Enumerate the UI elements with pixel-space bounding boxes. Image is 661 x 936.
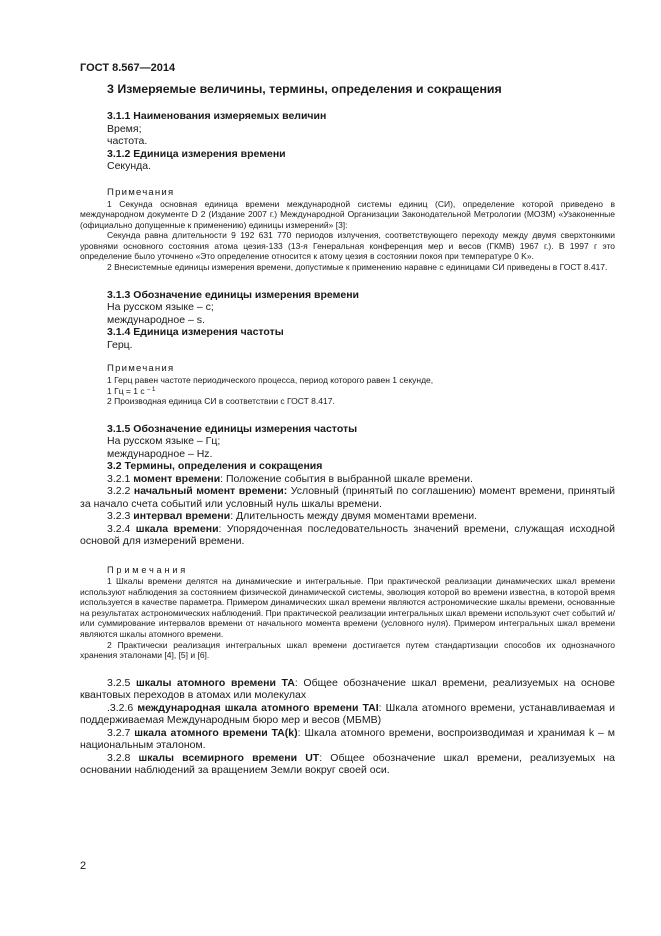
term-name: начальный момент времени: — [133, 485, 288, 498]
term-def: : Положение события в выбранной шкале времени. — [220, 472, 473, 485]
term-definition — [80, 523, 615, 548]
term-def: : Общее обозначение шкал времени, реализуемых на основе квантовых переходов в атомах или молекулах — [80, 676, 615, 702]
note-paragraph: 2 Внесистемные единицы измерения времени, допустимые к применению наравне с единицами СИ приведены в ГОСТ 8.417. — [107, 262, 608, 273]
list-item: Секунда. — [107, 160, 152, 172]
term-number: 3.2.3 — [107, 510, 131, 523]
subsection-heading: 3.1.2 Единица измерения времени — [107, 147, 286, 160]
subsection-heading: 3.1.3 Обозначение единицы измерения времени — [107, 288, 360, 301]
section-title: 3 Измеряемые величины, термины, определения и сокращения — [107, 82, 502, 96]
formula-exponent: – 1 — [146, 386, 156, 393]
term-def: : Длительность между двумя моментами времени. — [230, 510, 478, 523]
document-header: ГОСТ 8.567—2014 — [80, 62, 176, 74]
term-definition — [80, 702, 615, 727]
term-definition — [80, 752, 615, 777]
term-number: 3.2.4 — [107, 522, 131, 535]
list-item: Время; — [107, 122, 142, 135]
term-name: шкалы всемирного времени UT — [138, 751, 320, 764]
list-item: международное – s. — [107, 313, 205, 326]
page-content — [80, 110, 616, 777]
note-paragraph — [107, 386, 615, 397]
list-item: На русском языке – с; — [107, 301, 214, 314]
list-item: На русском языке – Гц; — [107, 435, 221, 448]
note-paragraph: 1 Герц равен частоте периодического процесса, период которого равен 1 секунде, — [107, 375, 434, 386]
term-definition — [80, 473, 615, 486]
term-definition — [80, 485, 615, 510]
term-def: Условный (принятый по соглашению) момент времени, принятый за начало счета событий или условный нуль шкалы времени. — [80, 485, 615, 510]
notes-heading: Примечания — [107, 564, 189, 575]
term-def: : Шкала атомного времени, воспроизводимая и хранимая k – м национальным эталоном. — [80, 726, 615, 752]
notes-block — [107, 363, 615, 407]
term-definition — [80, 510, 615, 523]
list-item: Герц. — [107, 338, 133, 351]
notes-block — [80, 564, 615, 661]
term-number: 3.2.8 — [107, 751, 131, 764]
note-paragraph: 2 Производная единица СИ в соответствии с ГОСТ 8.417. — [107, 396, 335, 407]
term-def: : Упорядоченная последовательность значений времени, служащая исходной основой для измерений времени. — [80, 522, 616, 548]
notes-heading: Примечания — [107, 363, 175, 375]
note-paragraph: 1 Секунда основная единица времени международной системы единиц (СИ), определение которой приведено в международном документе D 2 (Издание 2007 г.) Международной Организации Законодательной Метрологии (МОЗМ) «Узаконенные (официально допущенные к применению) единицы измерений» [3]: — [80, 198, 615, 230]
subsection-heading: 3.1.1 Наименования измеряемых величин — [107, 110, 327, 122]
term-definition — [80, 677, 615, 702]
page-number: 2 — [80, 860, 87, 872]
note-paragraph: Секунда равна длительности 9 192 631 770 периодов излучения, соответствующего переходу между двумя сверхтонкими уровнями основного состояния атома цезия-133 (13-я Генеральная конференция мер и весов (ГКМВ) 1967 г.). В 1997 г это определение было уточнено «Это определение относится к атому цезия в состоянии покоя при температуре 0 K». — [80, 230, 615, 262]
term-name: интервал времени — [133, 510, 231, 523]
notes-block — [80, 187, 615, 273]
section-heading: 3.2 Термины, определения и сокращения — [107, 460, 323, 473]
term-def: : Общее обозначение шкал времени, реализуемых на основании наблюдений за вращением Земли вокруг своей оси. — [80, 751, 615, 777]
term-name: шкала атомного времени TA(k) — [134, 726, 298, 739]
list-item: международное – Hz. — [107, 447, 213, 460]
subsection-heading: 3.1.5 Обозначение единицы измерения частоты — [107, 422, 358, 435]
term-number: 3.2.7 — [107, 726, 131, 739]
term-name: международная шкала атомного времени TAI — [137, 701, 379, 714]
formula: 1 Гц = 1 с — [107, 385, 145, 396]
term-number: 3.2.1 — [107, 472, 131, 485]
list-item: частота. — [107, 135, 148, 147]
note-paragraph: 2 Практически реализация интегральных шкал времени достигается путем стандартизации способов их однозначного хранения эталонами [4], [5] и [6]. — [80, 639, 615, 661]
term-definition — [80, 727, 615, 752]
notes-heading: Примечания — [107, 186, 175, 198]
term-name: шкала времени — [135, 522, 219, 535]
term-def: : Шкала атомного времени, устанавливаемая и поддерживаемая Международным бюро мер и весов (МБМВ) — [80, 701, 615, 727]
term-name: момент времени — [133, 472, 221, 485]
term-number: 3.2.2 — [107, 485, 131, 498]
subsection-heading: 3.1.4 Единица измерения частоты — [107, 326, 284, 339]
term-number: 3.2.5 — [107, 676, 131, 689]
term-name: шкалы атомного времени ТА — [135, 676, 295, 689]
note-paragraph: 1 Шкалы времени делятся на динамические и интегральные. При практической реализации динамических шкал времени используют наблюдения за состоянием физической динамической системы, эволюция которой во времени известна, в которой время используется в качестве параметра. Примером динамических шкал времени являются астрономические шкалы времени, основанные на результатах астрономических наблюдений. При практической реализации интегральных шкал времени используют счет событий и/или суммирование интервалов времени от начального момента времени (условного нуля). Примером интегральных шкал времени являются шкалы атомного времени. — [80, 575, 616, 639]
term-number: .3.2.6 — [107, 701, 134, 714]
